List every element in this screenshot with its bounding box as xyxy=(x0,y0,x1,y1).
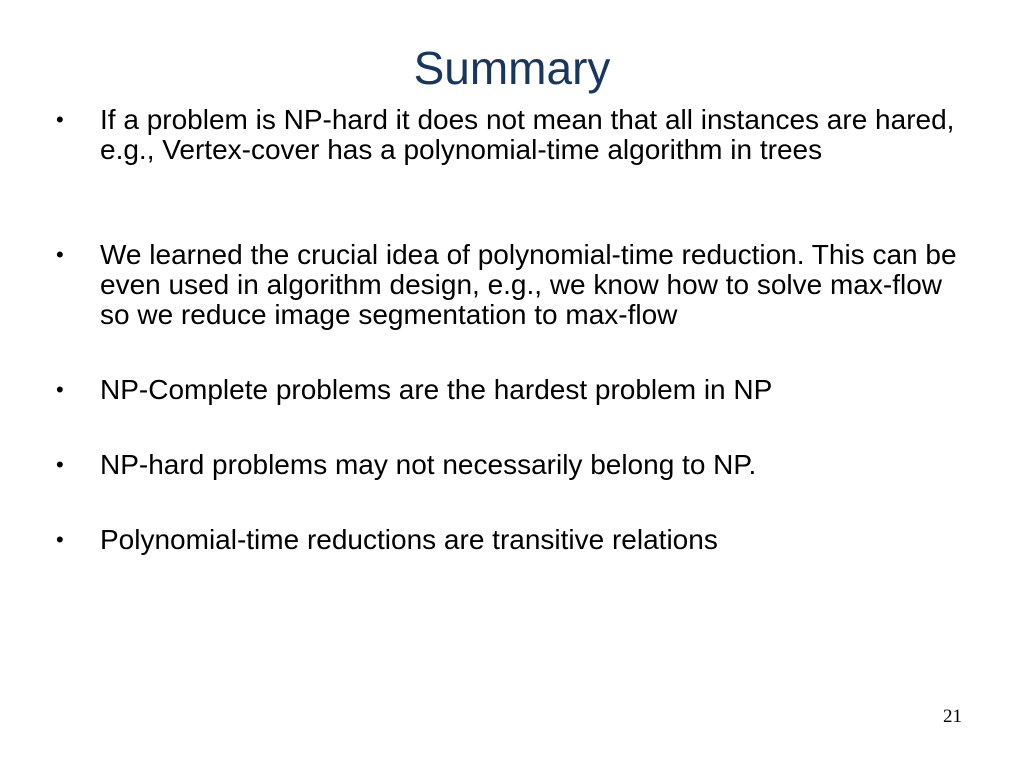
bullet-text: We learned the crucial idea of polynomial-time reduction. This can be even used in algorithm design, e.g., we know how to solve max-flow so we reduce image segmentation to max-flow xyxy=(100,239,957,330)
bullet-dot-icon: • xyxy=(56,107,64,132)
bullet-item-transitive-reductions xyxy=(56,525,976,555)
bullet-dot-icon: • xyxy=(56,527,64,552)
bullet-dot-icon: • xyxy=(56,242,64,267)
bullet-item-polynomial-reduction xyxy=(56,240,976,330)
slide-title: Summary xyxy=(413,42,611,94)
bullet-item-np-complete xyxy=(56,375,976,405)
bullet-dot-icon: • xyxy=(56,452,64,477)
bullet-item-np-hard-instances xyxy=(56,105,976,165)
bullet-text: NP-Complete problems are the hardest problem in NP xyxy=(100,374,773,405)
bullet-text: Polynomial-time reductions are transitive relations xyxy=(100,524,718,555)
page-number: 21 xyxy=(943,706,962,727)
bullet-text: NP-hard problems may not necessarily belong to NP. xyxy=(100,449,757,480)
bullet-dot-icon: • xyxy=(56,377,64,402)
bullet-item-np-hard-membership xyxy=(56,450,976,480)
bullet-text: If a problem is NP-hard it does not mean that all instances are hared, e.g., Vertex-cover has a polynomial-time algorithm in trees xyxy=(100,104,955,165)
